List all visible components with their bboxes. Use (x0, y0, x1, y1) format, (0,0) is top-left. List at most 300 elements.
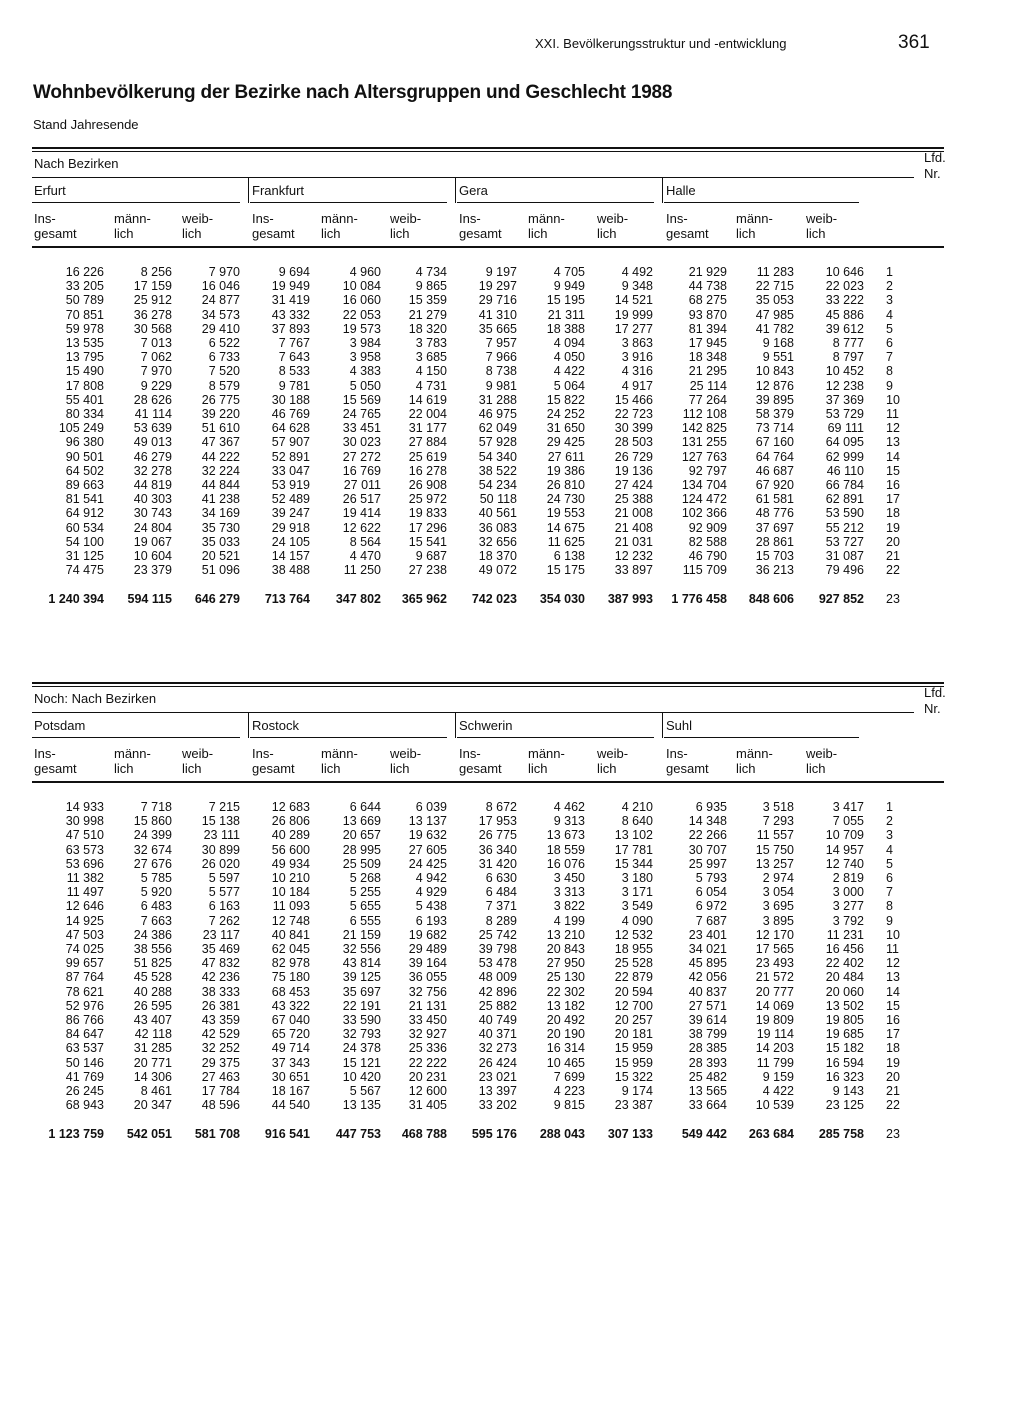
column-header-line: männ- (528, 211, 565, 226)
table-cell: 5 577 (208, 885, 240, 900)
table-cell: 17 296 (408, 520, 447, 535)
table-cell: 32 224 (201, 463, 240, 478)
table-cell: 19 833 (408, 506, 447, 521)
row-number-cell: 1 (886, 800, 893, 814)
column-header (736, 211, 773, 241)
table-cell: 18 388 (546, 321, 585, 336)
table-cell: 33 047 (271, 463, 310, 478)
table-cell: 7 262 (208, 913, 240, 928)
table-cell: 131 255 (681, 435, 727, 450)
table-cell: 27 272 (342, 449, 381, 464)
table-cell: 13 502 (825, 998, 864, 1013)
column-header-line: Ins- (459, 746, 481, 761)
table-row (32, 857, 924, 871)
table-cell: 24 730 (546, 492, 585, 507)
table-cell: 64 764 (755, 449, 794, 464)
table-row (32, 1098, 924, 1112)
table-cell: 45 528 (133, 970, 172, 985)
region-divider (455, 177, 456, 203)
table-cell: 11 625 (547, 534, 585, 549)
table-cell: 47 367 (201, 435, 240, 450)
table-cell: 4 383 (349, 364, 381, 379)
table-cell: 25 972 (408, 492, 447, 507)
table-cell: 46 279 (133, 449, 172, 464)
table-cell: 20 181 (614, 1027, 653, 1042)
table-cell: 51 096 (201, 563, 240, 578)
column-header (736, 746, 773, 776)
table-cell: 5 597 (208, 871, 240, 886)
table-cell: 21 031 (614, 534, 653, 549)
table-cell: 13 135 (342, 1098, 381, 1113)
table-cell: 35 053 (755, 293, 794, 308)
table-cell: 27 950 (546, 956, 585, 971)
table-cell: 84 647 (65, 1027, 104, 1042)
table-cell: 32 556 (342, 942, 381, 957)
table-cell: 102 366 (681, 506, 727, 521)
table-cell: 35 665 (478, 321, 517, 336)
table-cell: 30 188 (271, 392, 310, 407)
table-cell: 1 776 458 (671, 592, 727, 607)
table-cell: 10 604 (133, 549, 172, 564)
table-cell: 5 255 (349, 885, 381, 900)
table-cell: 5 793 (695, 871, 727, 886)
table-cell: 53 590 (825, 506, 864, 521)
table-cell: 6 039 (415, 800, 447, 814)
table-cell: 62 891 (825, 492, 864, 507)
table-cell: 64 095 (825, 435, 864, 450)
column-header-line: lich (528, 226, 548, 241)
table-row (32, 1013, 924, 1027)
table-cell: 25 336 (408, 1041, 447, 1056)
table-row (32, 535, 924, 549)
table-cell: 347 802 (335, 592, 381, 607)
table-cell: 19 682 (408, 927, 447, 942)
table-cell: 47 510 (65, 828, 104, 843)
table-cell: 20 843 (546, 942, 585, 957)
table-cell: 51 610 (201, 421, 240, 436)
table-cell: 2 974 (762, 871, 794, 886)
row-number-cell: 6 (886, 336, 893, 351)
top-rule-inner (32, 151, 944, 152)
table-cell: 7 957 (485, 336, 517, 351)
column-header-line: männ- (321, 211, 358, 226)
table-cell: 30 651 (271, 1069, 310, 1084)
table-cell: 11 382 (66, 871, 104, 886)
table-cell: 105 249 (58, 421, 104, 436)
table-cell: 53 727 (825, 534, 864, 549)
column-header-line: gesamt (459, 226, 502, 241)
table-cell: 19 297 (478, 279, 517, 294)
table-row (32, 928, 924, 942)
table-cell: 46 975 (478, 407, 517, 422)
table-cell: 12 646 (65, 899, 104, 914)
table-cell: 22 004 (408, 407, 447, 422)
row-number-cell: 9 (886, 378, 893, 393)
table-cell: 44 844 (201, 478, 240, 493)
table-cell: 7 687 (695, 913, 727, 928)
table-cell: 49 714 (271, 1041, 310, 1056)
table-cell: 33 451 (342, 421, 381, 436)
table-cell: 20 777 (755, 984, 794, 999)
table-cell: 24 765 (342, 407, 381, 422)
data-table (32, 800, 924, 1142)
column-header-line: lich (114, 761, 134, 776)
table-cell: 16 060 (342, 293, 381, 308)
total-row (32, 1112, 924, 1141)
table-cell: 23 021 (478, 1069, 517, 1084)
table-cell: 24 425 (408, 856, 447, 871)
table-cell: 44 738 (688, 279, 727, 294)
region-divider (248, 712, 249, 738)
table-cell: 40 303 (133, 492, 172, 507)
table-row (32, 885, 924, 899)
table-cell: 11 283 (756, 265, 794, 279)
table-cell: 11 250 (343, 563, 381, 578)
table-cell: 26 424 (478, 1055, 517, 1070)
table-row (32, 1041, 924, 1055)
table-cell: 43 322 (271, 998, 310, 1013)
table-cell: 16 314 (546, 1041, 585, 1056)
row-number-cell: 6 (886, 871, 893, 886)
lfd-label-line2: Nr. (924, 701, 941, 716)
table-cell: 18 348 (688, 350, 727, 365)
table-cell: 24 804 (133, 520, 172, 535)
table-cell: 3 180 (621, 871, 653, 886)
table-row (32, 407, 924, 421)
table-cell: 63 573 (65, 842, 104, 857)
table-cell: 35 469 (201, 942, 240, 957)
table-cell: 3 822 (553, 899, 585, 914)
table-cell: 4 150 (415, 364, 447, 379)
table-cell: 51 825 (133, 956, 172, 971)
table-cell: 25 482 (688, 1069, 727, 1084)
table-cell: 30 998 (65, 814, 104, 829)
table-cell: 468 788 (401, 1127, 447, 1142)
table-cell: 24 252 (546, 407, 585, 422)
table-cell: 32 273 (478, 1041, 517, 1056)
table-cell: 29 375 (201, 1055, 240, 1070)
table-cell: 27 611 (547, 449, 585, 464)
column-header (528, 211, 565, 241)
table-cell: 55 401 (65, 392, 104, 407)
table-cell: 19 114 (756, 1027, 794, 1042)
table-cell: 581 708 (194, 1127, 240, 1142)
table-cell: 89 663 (65, 478, 104, 493)
table-cell: 3 916 (621, 350, 653, 365)
table-cell: 28 861 (755, 534, 794, 549)
table-cell: 52 976 (65, 998, 104, 1013)
table-cell: 79 496 (825, 563, 864, 578)
table-cell: 12 238 (825, 378, 864, 393)
table-cell: 646 279 (194, 592, 240, 607)
column-header (390, 746, 421, 776)
table-cell: 14 203 (755, 1041, 794, 1056)
table-cell: 15 182 (825, 1041, 864, 1056)
table-cell: 17 808 (65, 378, 104, 393)
table-cell: 7 293 (762, 814, 794, 829)
table-cell: 62 049 (478, 421, 517, 436)
table-cell: 20 521 (201, 549, 240, 564)
table-cell: 25 388 (614, 492, 653, 507)
table-cell: 6 972 (695, 899, 727, 914)
column-header-line: Ins- (666, 746, 688, 761)
table-cell: 65 720 (271, 1027, 310, 1042)
table-cell: 26 517 (342, 492, 381, 507)
table-cell: 52 891 (271, 449, 310, 464)
table-cell: 33 205 (65, 279, 104, 294)
table-cell: 39 612 (825, 321, 864, 336)
table-cell: 23 379 (133, 563, 172, 578)
table-cell: 7 055 (832, 814, 864, 829)
table-cell: 916 541 (264, 1127, 310, 1142)
column-header-line: lich (182, 226, 202, 241)
table-row (32, 1056, 924, 1070)
table-cell: 68 275 (688, 293, 727, 308)
column-header (806, 746, 837, 776)
column-header (34, 746, 77, 776)
table-cell: 4 734 (415, 265, 447, 279)
table-row (32, 1027, 924, 1041)
table-cell: 7 966 (485, 350, 517, 365)
table-cell: 3 450 (553, 871, 585, 886)
table-cell: 93 870 (688, 307, 727, 322)
column-header-line: gesamt (252, 761, 295, 776)
table-cell: 32 252 (201, 1041, 240, 1056)
table-cell: 19 805 (825, 1013, 864, 1028)
page-number: 361 (898, 32, 930, 53)
table-cell: 54 234 (478, 478, 517, 493)
table-cell: 48 776 (755, 506, 794, 521)
table-cell: 5 920 (140, 885, 172, 900)
table-cell: 8 672 (485, 800, 517, 814)
table-cell: 127 763 (681, 449, 727, 464)
table-cell: 22 879 (614, 970, 653, 985)
table-cell: 12 740 (825, 856, 864, 871)
table-cell: 30 743 (133, 506, 172, 521)
row-number-cell: 5 (886, 321, 893, 336)
table-cell: 4 470 (349, 549, 381, 564)
table-cell: 20 771 (133, 1055, 172, 1070)
table-cell: 13 535 (65, 336, 104, 351)
table-cell: 29 410 (201, 321, 240, 336)
table-cell: 22 222 (408, 1055, 447, 1070)
table-cell: 19 414 (342, 506, 381, 521)
row-number-cell: 13 (886, 970, 900, 985)
table-cell: 33 202 (478, 1098, 517, 1113)
column-header-line: weib- (182, 746, 214, 761)
table-cell: 15 195 (546, 293, 585, 308)
table-row (32, 970, 924, 984)
column-header-line: Ins- (252, 211, 274, 226)
row-number-cell: 23 (886, 592, 900, 607)
table-cell: 288 043 (539, 1127, 585, 1142)
table-cell: 21 572 (755, 970, 794, 985)
column-header (114, 746, 151, 776)
table-cell: 8 777 (832, 336, 864, 351)
column-header-line: gesamt (34, 226, 77, 241)
table-cell: 9 949 (553, 279, 585, 294)
table-cell: 19 685 (825, 1027, 864, 1042)
column-header-line: lich (806, 761, 826, 776)
total-row (32, 577, 924, 606)
table-cell: 56 600 (271, 842, 310, 857)
table-cell: 10 420 (342, 1069, 381, 1084)
table-cell: 47 832 (201, 956, 240, 971)
table-cell: 4 090 (621, 913, 653, 928)
column-header-line: Ins- (459, 211, 481, 226)
table-cell: 17 277 (614, 321, 653, 336)
table-cell: 19 386 (546, 463, 585, 478)
table-row (32, 308, 924, 322)
table-cell: 26 245 (65, 1084, 104, 1099)
column-header (459, 211, 502, 241)
table-cell: 17 945 (688, 336, 727, 351)
table-cell: 12 683 (271, 800, 310, 814)
column-header (182, 746, 213, 776)
column-header-line: weib- (597, 746, 629, 761)
table-cell: 20 657 (342, 828, 381, 843)
table-cell: 15 860 (133, 814, 172, 829)
table-row (32, 956, 924, 970)
table-cell: 7 970 (140, 364, 172, 379)
table-cell: 37 343 (271, 1055, 310, 1070)
column-header (806, 211, 837, 241)
table-cell: 39 125 (342, 970, 381, 985)
table-cell: 35 730 (201, 520, 240, 535)
column-header-line: Ins- (666, 211, 688, 226)
table-cell: 27 676 (133, 856, 172, 871)
table-cell: 40 749 (478, 1013, 517, 1028)
row-number-cell: 17 (886, 492, 900, 507)
table-cell: 40 837 (688, 984, 727, 999)
table-cell: 713 764 (264, 592, 310, 607)
table-cell: 10 465 (546, 1055, 585, 1070)
table-cell: 26 775 (478, 828, 517, 843)
column-header-line: gesamt (666, 226, 709, 241)
table-cell: 53 919 (271, 478, 310, 493)
table-cell: 20 190 (546, 1027, 585, 1042)
table-cell: 15 959 (614, 1055, 653, 1070)
table-cell: 9 981 (485, 378, 517, 393)
column-header (252, 746, 295, 776)
table-cell: 34 573 (201, 307, 240, 322)
table-cell: 12 700 (614, 998, 653, 1013)
table-cell: 17 784 (201, 1084, 240, 1099)
table-cell: 594 115 (127, 592, 172, 607)
table-cell: 44 222 (201, 449, 240, 464)
table-cell: 53 478 (478, 956, 517, 971)
table-cell: 27 605 (408, 842, 447, 857)
table-cell: 47 985 (755, 307, 794, 322)
table-cell: 41 238 (201, 492, 240, 507)
table-cell: 46 687 (755, 463, 794, 478)
table-cell: 8 797 (832, 350, 864, 365)
column-header (597, 211, 628, 241)
table-cell: 112 108 (682, 407, 727, 422)
table-cell: 17 565 (755, 942, 794, 957)
table-cell: 31 405 (408, 1098, 447, 1113)
table-cell: 40 289 (271, 828, 310, 843)
table-cell: 4 731 (415, 378, 447, 393)
row-number-cell: 11 (886, 407, 899, 422)
table-row (32, 521, 924, 535)
row-number-cell: 10 (886, 927, 900, 942)
table-cell: 25 882 (478, 998, 517, 1013)
table-cell: 3 783 (415, 336, 447, 351)
region-divider (455, 712, 456, 738)
table-cell: 15 322 (614, 1069, 653, 1084)
table-cell: 16 456 (825, 942, 864, 957)
row-number-cell: 2 (886, 814, 893, 829)
table-cell: 86 766 (65, 1013, 104, 1028)
table-cell: 24 386 (133, 927, 172, 942)
table-cell: 4 492 (621, 265, 653, 279)
table-cell: 40 841 (271, 927, 310, 942)
table-row (32, 985, 924, 999)
table-cell: 7 643 (278, 350, 310, 365)
table-cell: 26 908 (408, 478, 447, 493)
row-number-cell: 7 (886, 350, 893, 365)
column-header-line: lich (390, 226, 410, 241)
table-cell: 124 472 (681, 492, 727, 507)
table-cell: 3 549 (621, 899, 653, 914)
table-cell: 3 863 (621, 336, 653, 351)
table-cell: 9 168 (762, 336, 794, 351)
table-cell: 32 674 (133, 842, 172, 857)
table-cell: 19 553 (546, 506, 585, 521)
table-row (32, 336, 924, 350)
table-cell: 7 663 (140, 913, 172, 928)
table-cell: 25 997 (688, 856, 727, 871)
row-number-cell: 5 (886, 856, 893, 871)
table-cell: 15 703 (755, 549, 794, 564)
table-cell: 18 559 (546, 842, 585, 857)
table-row (32, 814, 924, 828)
table-cell: 4 223 (553, 1084, 585, 1099)
table-cell: 32 756 (408, 984, 447, 999)
table-cell: 30 707 (688, 842, 727, 857)
table-cell: 26 595 (133, 998, 172, 1013)
table-cell: 4 422 (762, 1084, 794, 1099)
column-header-line: lich (114, 226, 134, 241)
table-cell: 14 521 (614, 293, 653, 308)
table-cell: 4 210 (621, 800, 653, 814)
table-cell: 15 121 (342, 1055, 381, 1070)
table-cell: 39 247 (271, 506, 310, 521)
table-cell: 44 819 (133, 478, 172, 493)
region-name-halle: Halle (666, 183, 696, 198)
table-cell: 92 797 (688, 463, 727, 478)
column-header-line: Ins- (34, 746, 56, 761)
table-cell: 7 767 (278, 336, 310, 351)
table-cell: 742 023 (471, 592, 517, 607)
table-cell: 9 815 (553, 1098, 585, 1113)
table-cell: 28 995 (342, 842, 381, 857)
column-header-line: lich (736, 761, 756, 776)
table-cell: 32 656 (478, 534, 517, 549)
table-cell: 31 285 (133, 1041, 172, 1056)
table-cell: 81 541 (65, 492, 104, 507)
column-header (528, 746, 565, 776)
region-name-potsdam: Potsdam (34, 718, 86, 733)
table-cell: 16 594 (825, 1055, 864, 1070)
table-cell: 68 453 (271, 984, 310, 999)
table-cell: 45 895 (688, 956, 727, 971)
top-rule (32, 147, 944, 149)
table-row (32, 450, 924, 464)
table-cell: 365 962 (401, 592, 447, 607)
table-cell: 23 387 (614, 1098, 653, 1113)
